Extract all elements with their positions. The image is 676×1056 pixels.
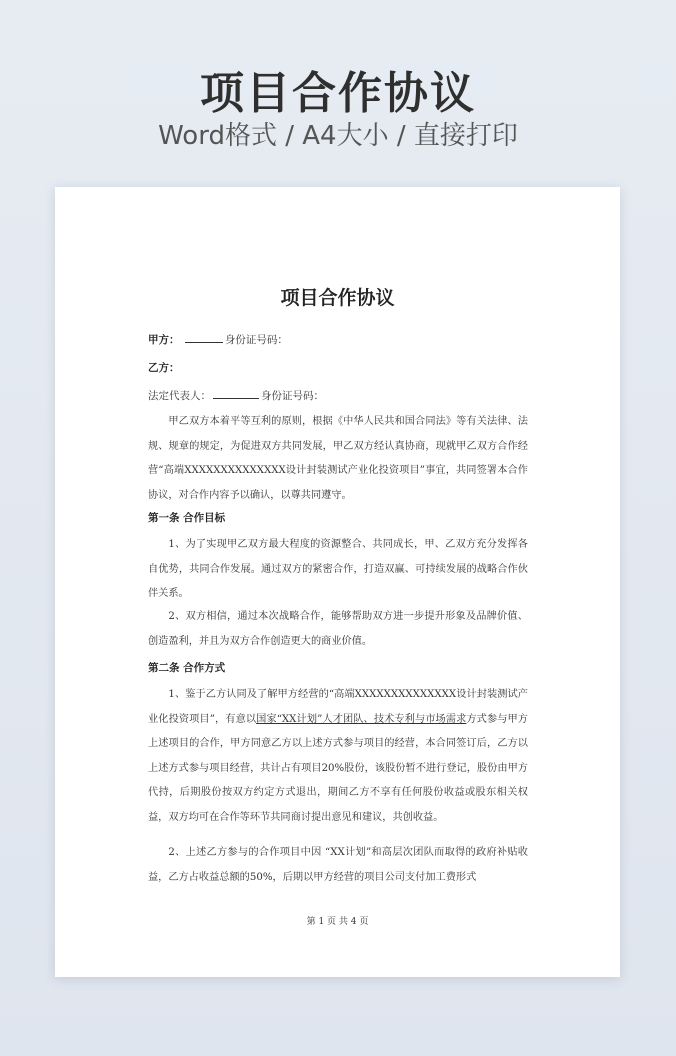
article2-title: 第二条 合作方式 [148,662,226,674]
article2-paragraph-1 [148,683,528,830]
party-a-id-label: 身份证号码： [224,334,288,346]
article1-paragraph-2: 2、双方相信，通过本次战略合作，能够帮助双方进一步提升形象及品牌价值、创造盈利，并且为双方合作创造更大的商业价值。 [148,611,528,647]
legal-rep-line [148,388,528,403]
legal-rep-id-label: 身份证号码： [261,390,324,402]
banner-subtitle: Word格式 / A4大小 / 直接打印 [158,121,518,151]
party-a-line [148,332,528,347]
party-b-label: 乙方： [148,362,180,374]
article2-paragraph-2: 2、上述乙方参与的合作项目中因 “XX计划”和高层次团队而取得的政府补贴收益，乙方占收益总额的50%，后期以甲方经营的项目公司支付加工费形式 [148,847,528,883]
legal-rep-blank [213,389,259,399]
article2-p1-text-b: 方式参与甲方上述项目的合作，甲方同意乙方以上述方式参与项目的经营，本合同签订后，乙方以上述方式参与项目经营，共计占有项目20%股份，该股份暂不进行登记，股份由甲方代持，后期股份按双方约定方式退出，期间乙方不享有任何股份收益或股东相关权益，双方均可在合作等环节共同商讨提出意见和建议，共创收益。 [148,713,528,823]
party-b-line [148,360,528,375]
party-a-label: 甲方： [148,334,180,346]
article2-p1-text-a: 1、鉴于乙方认同及了解甲方经营的“高端XXXXXXXXXXXXXX设计封装测试产业化投资项目”，有意以 [148,689,528,725]
party-a-blank [185,333,223,343]
article2-p1-underlined: 国家“XX计划”人才团队、技术专利与市场需求 [256,713,467,725]
document-page [55,187,620,977]
document-title: 项目合作协议 [280,287,395,309]
page-footer: 第 1 页 共 4 页 [306,917,369,927]
legal-rep-label: 法定代表人： [148,390,211,402]
banner-title: 项目合作协议 [200,68,476,119]
article1-title: 第一条 合作目标 [148,512,226,524]
intro-paragraph: 甲乙双方本着平等互利的原则，根据《中华人民共和国合同法》等有关法律、法规、规章的规定，为促进双方共同发展，甲乙双方经认真协商，现就甲乙双方合作经营“高端XXXXXXXXXXXXXX设计封装测试产业化投资项目”事宜，共同签署本合作协议，对合作内容予以确认，以尊共同遵守。 [148,416,528,501]
article1-paragraph-1: 1、为了实现甲乙双方最大程度的资源整合、共同成长，甲、乙双方充分发挥各自优势，共同合作发展。通过双方的紧密合作，打造双赢、可持续发展的战略合作伙伴关系。 [148,539,528,599]
